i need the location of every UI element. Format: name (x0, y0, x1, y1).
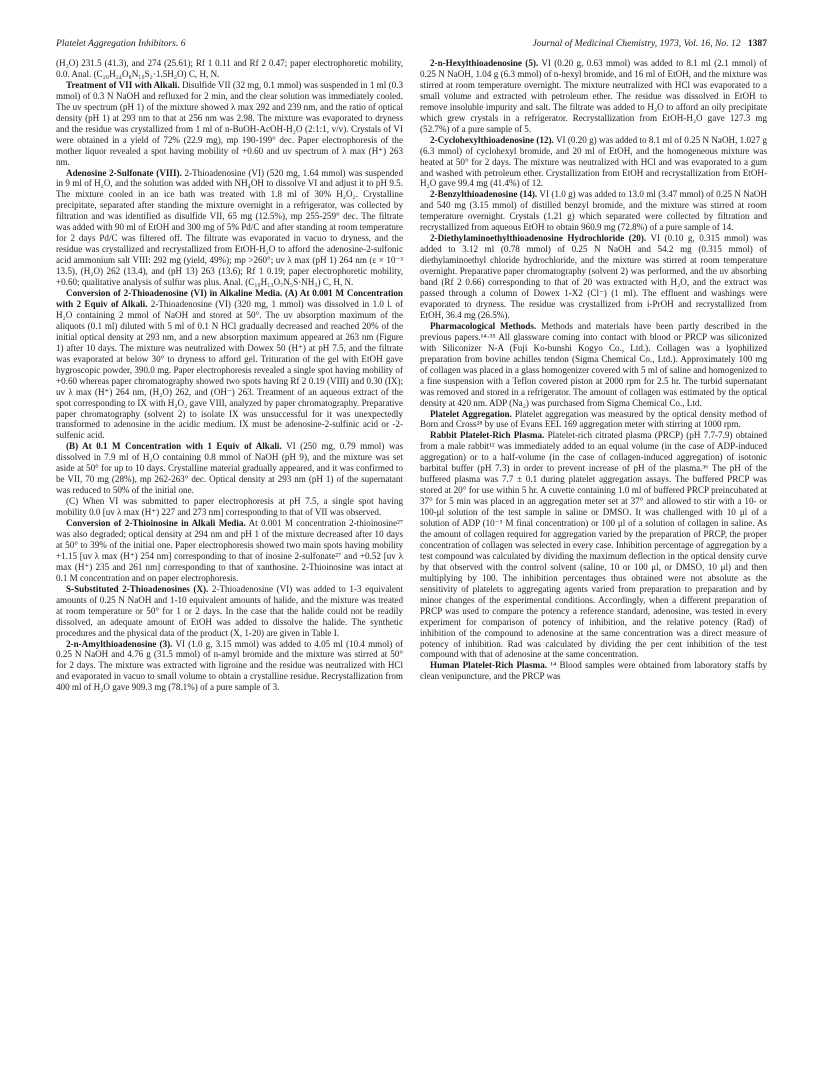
paragraph (56, 441, 403, 496)
paragraph-heading: Rabbit Platelet-Rich Plasma. (430, 430, 545, 441)
paragraph-heading: 2-n-Hexylthioadenosine (5). (430, 58, 539, 68)
paragraph-text: VI (0.20 g) was added to 8.1 ml of 0.25 N NaOH, 1.027 g (6.3 mmol) of cyclohexyl bromide, and 20 ml of EtOH, and the homogeneous mixture was heated at 50° for 2 days. The mixture was neutralized with HCl and was evaporated to a gum and washed with petroleum ether. Crystallization from EtOH and recrystallization from EtOH-H₂O gave 99.4 mg (41.4%) of 12. (420, 134, 767, 189)
paragraph (420, 58, 767, 135)
page-number: 1387 (747, 38, 767, 49)
paragraph-text: 2-Thioadenosine (VI) (520 mg, 1.64 mmol) was suspended in 9 ml of H₂O, and the solution was added with NH₄OH to dissolve VI and adjust it to pH 9.5. The mixture cooled in an ice bath was treated with 1.8 ml of 30% H₂O₂. Crystalline precipitate, separated after standing the mixture overnight in a refrigerator, was collected by filtration and was identified as disulfide VII, 65 mg (12.5%), mp 255-259° dec. The filtrate was added with 90 ml of EtOH and 300 mg of 5% Pd/C and after standing at room temperature for 2 days Pd/C was filtered off. The filtrate was evaporated in vacuo to dryness, and the residue was crystallized and recrystallized from EtOH-H₂O to afford the adenosine-2-sulfonic acid ammonium salt VIII: 292 mg (yield, 49%); mp >260°; uv λ max (pH 1) 264 nm (ε × 10⁻³ 13.5), (H₂O) 262 (13.4), and (pH 13) 263 (13.6); Rf 1 0.19; paper electrophoretic mobility, +0.60; qualitative analysis of sulfur was plus. Anal. (C₁₀H₁₃O₇N₅S·NH₃) C, H, N. (56, 167, 403, 288)
paragraph-text: (C) When VI was submitted to paper electrophoresis at pH 7.5, a single spot having mobility 0.0 [uv λ max (H⁺) 227 and 273 nm] corresponding to that of VII was observed. (56, 496, 403, 518)
paragraph-text: VI (1.0 g, 3.15 mmol) was added to 4.05 ml (10.4 mmol) of 0.25 N NaOH and 4.76 g (31.5 mmol) of n-amyl bromide and the mixture was stirred at 50° for 2 days. The mixture was extracted with ligroine and the residue was neutralized with HCl and evaporated in vacuo to small volume to obtain a crystalline residue. Recrystallization from 400 ml of H₂O gave 909.3 mg (78.1%) of a pure sample of 3. (56, 638, 403, 693)
paragraph-heading: 2-Diethylaminoethylthioadenosine Hydrochloride (20). (430, 233, 647, 244)
paragraph-heading: Adenosine 2-Sulfonate (VIII). (66, 167, 182, 178)
paragraph (420, 660, 767, 682)
paragraph-text: ¹⁴ Blood samples were obtained from laboratory staffs by clean venipuncture, and the PRCP was (420, 660, 767, 682)
paragraph-heading: 2-Benzylthioadenosine (14). (430, 189, 538, 200)
paragraph-text: 2-Thioadenosine (VI) was added to 1-3 equivalent amounts of 0.25 N NaOH and 1-10 equivalent amounts of halide, and the mixture was treated at room temperature or 50° for 1 or 2 days. In the case that the halide could not be readily dissolved, an adequate amount of EtOH was added to dissolve the halide. The synthetic procedures and the physical data of the product (X, 1-20) are given in Table I. (56, 583, 403, 638)
paragraph-text: (H₂O) 231.5 (41.3), and 274 (25.61); Rf 1 0.11 and Rf 2 0.47; paper electrophoretic mobility, 0.0. Anal. (C₂₀H₂₄O₈N₁₀S₂·1.5H₂O) C, H, N. (56, 58, 403, 79)
paragraph-heading: 2-n-Amylthioadenosine (3). (66, 638, 173, 649)
paragraph (56, 639, 403, 694)
paragraph (56, 584, 403, 639)
paragraph-heading: (B) At 0.1 M Concentration with 1 Equiv of Alkali. (66, 441, 282, 452)
paragraph-heading: Platelet Aggregation. (430, 408, 512, 419)
paragraph-text: VI (0.20 g, 0.63 mmol) was added to 8.1 ml (2.1 mmol) of 0.25 N NaOH, 1.04 g (6.3 mmol) of n-hexyl bromide, and 16 ml of EtOH, and the mixture was stirred at room temperature overnight. The mixture neutralized with HCl was evaporated to a small volume and extracted with petroleum ether. The residue was dissolved in EtOH to remove insoluble impurity and salt. The filtrate was added to H₂O to afford an oily precipitate which grew crystals in a refrigerator. Recrystallization from EtOH-H₂O gave 127.3 mg (52.7%) of a pure sample of 5. (420, 58, 767, 134)
paragraph (56, 496, 403, 518)
paragraph (56, 288, 403, 441)
paragraph-heading: Conversion of 2-Thioadenosine (VI) in Alkaline Media. (A) At 0.001 M Concentration with 2 Equiv of Alkali. (56, 288, 403, 309)
running-title: Platelet Aggregation Inhibitors. 6 (56, 38, 186, 49)
paragraph-heading: Treatment of VII with Alkali. (66, 79, 180, 90)
paragraph-text: Platelet aggregation was measured by the optical density method of Born and Cross²⁸ by use of Evans EEL 169 aggregation meter with stirring at 1000 rpm. (420, 408, 767, 430)
paragraph (420, 321, 767, 409)
paragraph-heading: S-Substituted 2-Thioadenosines (X). (66, 583, 209, 594)
paragraph (420, 189, 767, 233)
paragraph-text: VI (250 mg, 0.79 mmol) was dissolved in 7.9 ml of H₂O containing 0.8 mmol of NaOH (pH 9), and the mixture was set aside at 50° for up to 10 days. Crystalline material gradually appeared, and it was confirmed to be VII, 70 mg (28%), mp 262-263° dec. Optical density at 293 nm (pH 1) of the supernatant was reduced to 50% of the initial one. (56, 441, 403, 496)
paragraph (56, 58, 403, 80)
paragraph-text: At 0.001 M concentration 2-thioinosine²⁷ was also degraded; optical density at 294 nm and pH 1 of the mixture decreased after 10 days at 50° to 39% of the initial one. Paper electrophoresis showed two main spots having mobility +1.15 [uv λ max (H⁺) 254 nm] corresponding to that of inosine 2-sulfonate²⁷ and +0.52 [uv λ max (H⁺) 235 and 261 nm] corresponding to that of xanthosine. 2-Thioinosine was intact at 0.1 M concentration and on paper electrophoresis. (56, 518, 403, 583)
paragraph (420, 430, 767, 660)
paragraph (56, 80, 403, 168)
journal-reference: Journal of Medicinal Chemistry, 1973, Vol. 16, No. 12 (532, 38, 741, 49)
paragraph-text: Methods and materials have been partly described in the previous papers.¹⁴·³⁵ All glassware coming into contact with blood or PRCP was siliconized with Siliconizer N-A (Fuji Ko-bunshi Kogyo Co., Ltd.). Collagen was a lyophilized preparation from bovine achilles tendon (Sigma Chemical Co., Ltd.). Approximately 100 mg of collagen was placed in a glass homogenizer covered with 5 ml of saline and homogenized to a fine suspension with a Teflon covered piston at 2000 rpm for 2.5 hr. The turbid supernatant was removed and stored in a refrigerator. The amount of collagen was estimated by the optical density at 420 nm. ADP (Na₂) was purchased from Sigma Chemical Co., Ltd. (420, 320, 767, 408)
paragraph-text: 2-Thioadenosine (VI) (320 mg, 1 mmol) was dissolved in 1.0 l. of H₂O containing 2 mmol of NaOH and stored at 50°. The uv absorption maximum of the aliquots (0.1 ml) diluted with 5 ml of 0.1 N HCl gradually decreased and reached 20% of the initial optical density at 293 nm, and a new absorption maximum appeared at 263 nm (Figure 1) after 10 days. The mixture was neutralized with Dowex 50 (H⁺) at pH 7.5, and the filtrate was evaporated at below 30° to dryness to afford gel. Trituration of the gel with EtOH gave hygroscopic powder, 390.0 mg. Paper electrophoresis revealed a single spot having mobility of +0.60 whereas paper chromatography showed two spots having Rf 2 0.19 (VIII) and 0.30 (IX); uv λ max (H⁺) 264 nm, (H₂O) 262, and (OH⁻) 263. Treatment of an aqueous extract of the spot corresponding to IX with H₂O₂ gave VIII, analyzed by paper chromatography. Preparative paper chromatography (solvent 2) to isolate IX was unsuccessful for it was unexpectedly transformed to adenosine in the acidic medium. IX must be adenosine-2-sulfinic acid or -2-sulfenic acid. (56, 298, 403, 441)
paragraph-text: VI (0.10 g, 0.315 mmol) was added to 3.12 ml (0.78 mmol) of 0.25 N NaOH and 54.2 mg (0.315 mmol) of diethylaminoethyl chloride hydrochloride, and the mixture was stirred at room temperature overnight. Preparative paper chromatography (solvent 2) was performed, and the uv absorbing band (Rf 2 0.66) corresponding to that of 20 was extracted with H₂O, and the extract was passed through a column of Dowex 1-X2 (Cl⁻) (1 ml). The effluent and washings were evaporated to dryness. The residue was crystallized from i-PrOH and recrystallized from EtOH, 36.4 mg (26.5%). (420, 233, 767, 320)
paragraph-text: VI (1.0 g) was added to 13.0 ml (3.47 mmol) of 0.25 N NaOH and 540 mg (3.15 mmol) of distilled benzyl bromide, and the mixture was stirred at room temperature overnight. Crystals (1.21 g) which separated were collected by filtration and recrystallized from aqueous EtOH to obtain 960.9 mg (72.8%) of a pure sample of 14. (420, 189, 767, 233)
paragraph-text: Disulfide VII (32 mg, 0.1 mmol) was suspended in 1 ml (0.3 mmol) of 0.3 N NaOH and refluxed for 2 min, and the clear solution was immediately cooled. The uv spectrum (pH 1) of the mixture showed λ max 292 and 239 nm, and the ratio of optical density (pH 1) at 293 nm to that at 256 nm was 2.98. The mixture was evaporated to dryness and the residue was crystallized from 1 ml of n-BuOH-AcOH-H₂O (2:1:1, v/v). Crystals of VI were obtained in a yield of 72% (22.9 mg), mp 190-199° dec. Paper electrophoresis of the mother liquor revealed a spot having mobility of +0.60 and uv spectrum of λ max (H⁺) 263 nm. (56, 79, 403, 167)
paragraph-heading: Pharmacological Methods. (430, 320, 537, 331)
paragraph-heading: 2-Cyclohexylthioadenosine (12). (430, 134, 554, 145)
paragraph-heading: Human Platelet-Rich Plasma. (430, 660, 548, 671)
paragraph-text: Platelet-rich citrated plasma (PRCP) (pH 7.7-7.9) obtained from a male rabbit¹² was immediately added to an equal volume (in the case of ADP-induced aggregation) or to a half-volume (in the case of collagen-induced aggregation) of isotonic barbital buffer (pH 7.3) in order to prevent increase of pH of the plasma.³⁶ The pH of the buffered plasma was 7.7 ± 0.1 during platelet aggregation assays. The buffered PRCP was stored at 20° for use within 5 hr. A cuvette containing 1.0 ml of buffered PRCP preincubated at 37° for 5 min was placed in an aggregation meter set at 37° and allowed to stir with a 10- or 100-μl solution of the test sample in saline or DMSO. It was challenged with 10 μl of a solution of ADP (10⁻⁵ M final concentration) or 100 μl of a solution of collagen in saline. As the amount of collagen required for aggregation varied by the preparation of PRCP, the proper concentration of collagen was selected in every case. Inhibition percentage of aggregation by a test compound was calculated by dividing the maximum deflection in the optical density curve by that observed with the control solvent (saline, 10 or 100 μl, or DMSO, 10 μl) and then multiplying by 100. The inhibition percentages thus obtained were not absolute as the sensitivity of platelets to aggregating agents varied from preparation to preparation and by minor changes of the experimental conditions. Accordingly, when a different preparation of PRCP was used to compare the potency a reference standard, adenosine, was tested in every experiment for comparison of potency of inhibition, and the relative potency (Rad) of inhibition of the compound to adenosine at the same concentration was a direct measure of potency of inhibition. Rad was calculated by dividing the per cent inhibition of the test compound with that of adenosine at the same concentration. (420, 430, 767, 660)
paragraph (56, 518, 403, 584)
paragraph (420, 135, 767, 190)
paragraph (420, 409, 767, 431)
paragraph-heading: Conversion of 2-Thioinosine in Alkali Media. (66, 518, 246, 529)
paragraph (56, 168, 403, 288)
left-column (56, 58, 403, 1058)
journal-citation (532, 38, 767, 49)
running-header (56, 38, 767, 52)
paragraph (420, 233, 767, 321)
right-column (420, 58, 767, 1058)
